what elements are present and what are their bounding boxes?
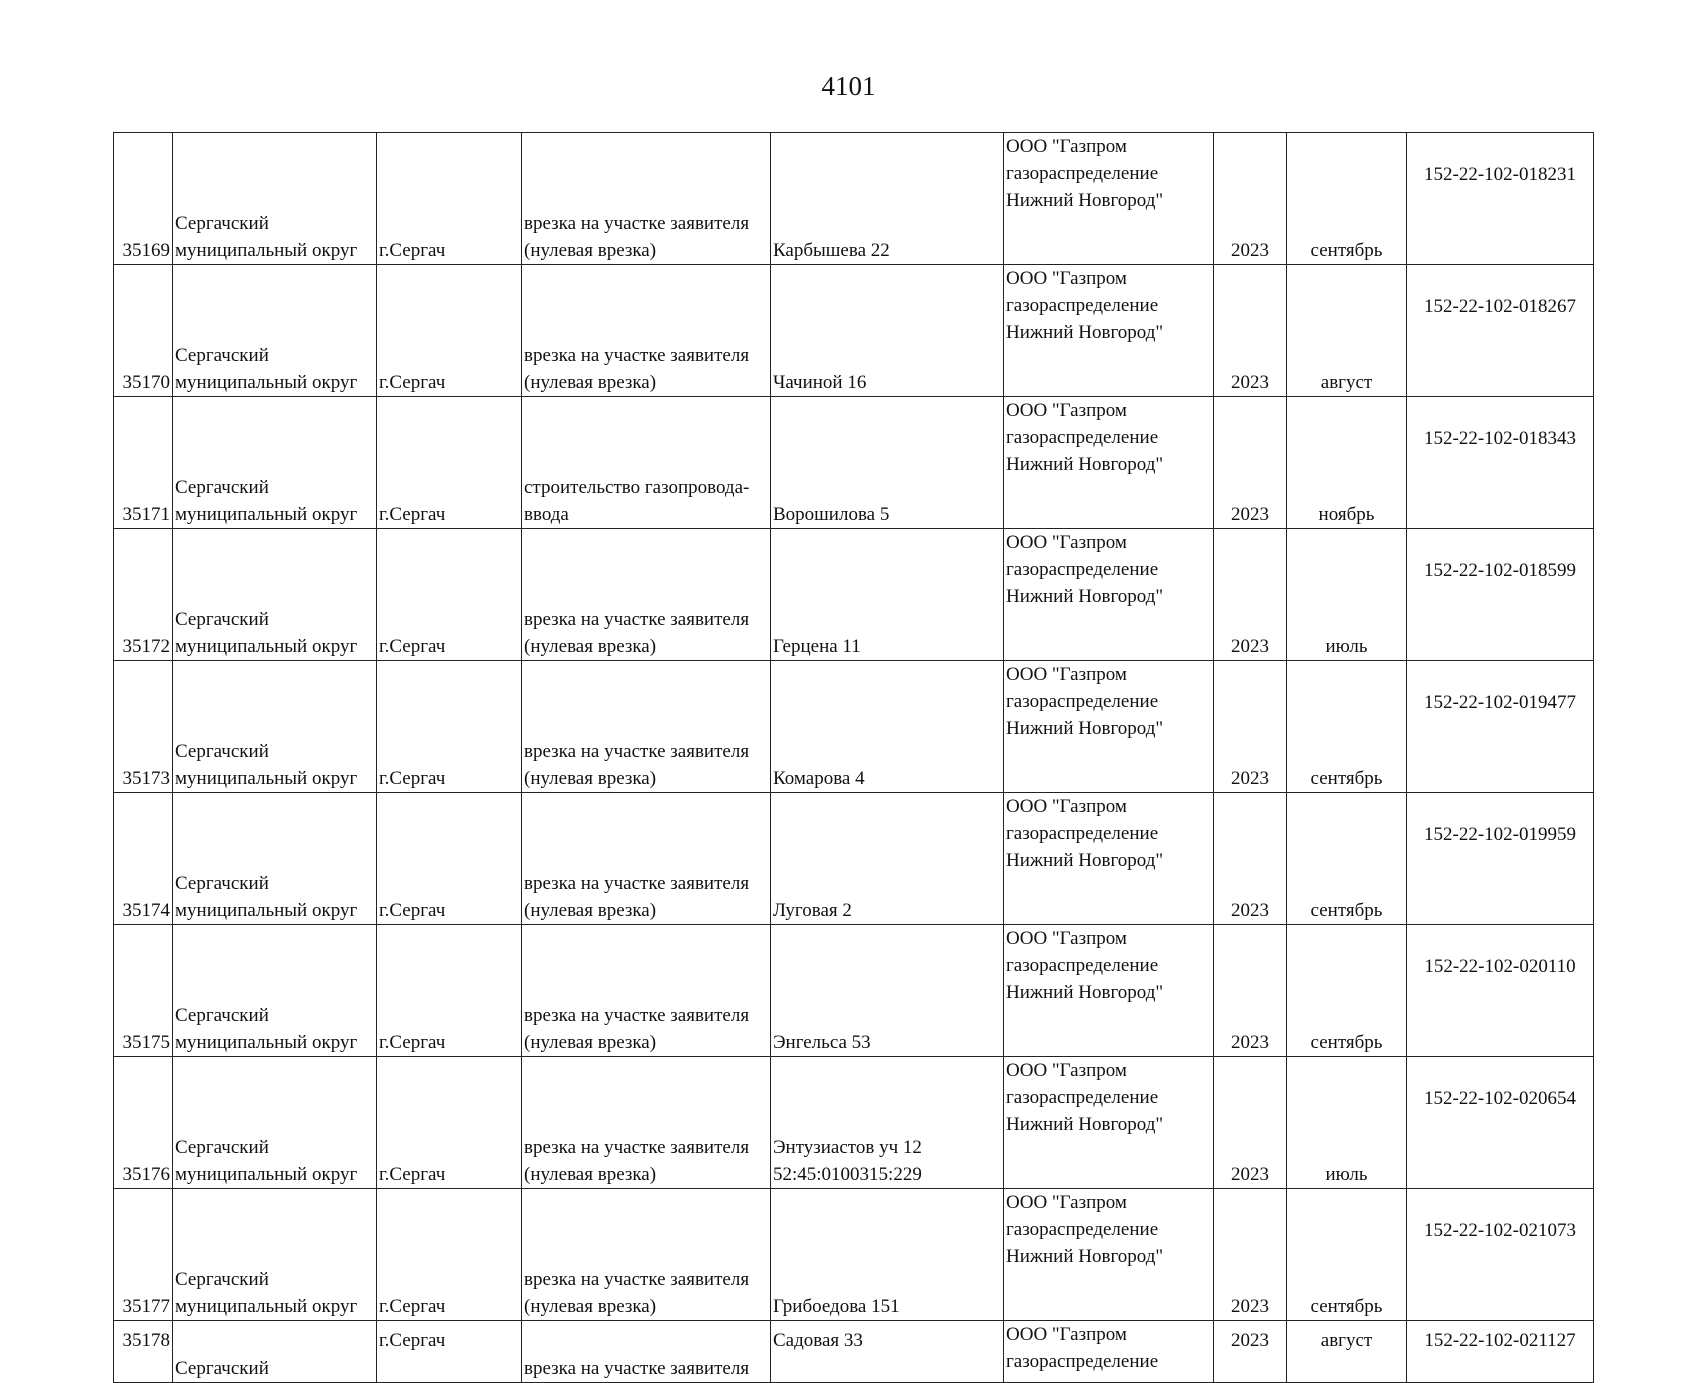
- code-cell: 152-22-102-018343: [1407, 397, 1594, 529]
- organization-cell: ООО "Газпром газораспределение Нижний Новгород": [1004, 925, 1214, 1057]
- code-cell: 152-22-102-019477: [1407, 661, 1594, 793]
- row-number: 35170: [114, 265, 173, 397]
- table-row: [114, 397, 1594, 529]
- code-cell: 152-22-102-018267: [1407, 265, 1594, 397]
- row-number: 35169: [114, 133, 173, 265]
- table-row: [114, 661, 1594, 793]
- locality-cell: г.Сергач: [377, 661, 522, 793]
- register-table: [113, 132, 1594, 1383]
- address-cell: Чачиной 16: [771, 265, 1004, 397]
- address-cell: Энгельса 53: [771, 925, 1004, 1057]
- district-cell: Сергачский муниципальный округ: [173, 1189, 377, 1321]
- district-cell: Сергачский муниципальный округ: [173, 133, 377, 265]
- month-cell: ноябрь: [1287, 397, 1407, 529]
- month-cell: август: [1287, 265, 1407, 397]
- code-cell: 152-22-102-020654: [1407, 1057, 1594, 1189]
- locality-cell: г.Сергач: [377, 793, 522, 925]
- work-type-cell: врезка на участке заявителя (нулевая врезка): [522, 661, 771, 793]
- organization-cell: ООО "Газпром газораспределение Нижний Новгород": [1004, 793, 1214, 925]
- locality-cell: г.Сергач: [377, 1189, 522, 1321]
- work-type-cell: врезка на участке заявителя (нулевая врезка): [522, 133, 771, 265]
- address-cell: Садовая 33: [771, 1321, 1004, 1383]
- table-row: [114, 529, 1594, 661]
- month-cell: август: [1287, 1321, 1407, 1383]
- year-cell: 2023: [1214, 1189, 1287, 1321]
- code-cell: 152-22-102-019959: [1407, 793, 1594, 925]
- district-cell: Сергачский муниципальный округ: [173, 265, 377, 397]
- address-cell: Грибоедова 151: [771, 1189, 1004, 1321]
- month-cell: июль: [1287, 1057, 1407, 1189]
- row-number: 35173: [114, 661, 173, 793]
- year-cell: 2023: [1214, 1057, 1287, 1189]
- month-cell: сентябрь: [1287, 925, 1407, 1057]
- table-row: [114, 1189, 1594, 1321]
- code-cell: 152-22-102-021073: [1407, 1189, 1594, 1321]
- address-cell: Комарова 4: [771, 661, 1004, 793]
- month-cell: сентябрь: [1287, 661, 1407, 793]
- year-cell: 2023: [1214, 265, 1287, 397]
- address-cell: Карбышева 22: [771, 133, 1004, 265]
- row-number: 35178: [114, 1321, 173, 1383]
- organization-cell: ООО "Газпром газораспределение Нижний Новгород": [1004, 265, 1214, 397]
- year-cell: 2023: [1214, 397, 1287, 529]
- address-cell: Луговая 2: [771, 793, 1004, 925]
- locality-cell: г.Сергач: [377, 1321, 522, 1383]
- work-type-cell: врезка на участке заявителя (нулевая врезка): [522, 529, 771, 661]
- district-cell: Сергачский муниципальный округ: [173, 1057, 377, 1189]
- year-cell: 2023: [1214, 793, 1287, 925]
- locality-cell: г.Сергач: [377, 529, 522, 661]
- organization-cell: ООО "Газпром газораспределение: [1004, 1321, 1214, 1383]
- locality-cell: г.Сергач: [377, 133, 522, 265]
- organization-cell: ООО "Газпром газораспределение Нижний Новгород": [1004, 1057, 1214, 1189]
- organization-cell: ООО "Газпром газораспределение Нижний Новгород": [1004, 133, 1214, 265]
- table-row: [114, 925, 1594, 1057]
- table-row: [114, 133, 1594, 265]
- month-cell: сентябрь: [1287, 1189, 1407, 1321]
- year-cell: 2023: [1214, 529, 1287, 661]
- table-row: [114, 1057, 1594, 1189]
- year-cell: 2023: [1214, 133, 1287, 265]
- organization-cell: ООО "Газпром газораспределение Нижний Новгород": [1004, 661, 1214, 793]
- code-cell: 152-22-102-018231: [1407, 133, 1594, 265]
- code-cell: 152-22-102-021127: [1407, 1321, 1594, 1383]
- district-cell: Сергачский муниципальный округ: [173, 397, 377, 529]
- month-cell: сентябрь: [1287, 793, 1407, 925]
- address-cell: Энтузиастов уч 12 52:45:0100315:229: [771, 1057, 1004, 1189]
- code-cell: 152-22-102-018599: [1407, 529, 1594, 661]
- work-type-cell: врезка на участке заявителя (нулевая врезка): [522, 925, 771, 1057]
- table-row: [114, 793, 1594, 925]
- month-cell: сентябрь: [1287, 133, 1407, 265]
- work-type-cell: врезка на участке заявителя (нулевая врезка): [522, 1189, 771, 1321]
- year-cell: 2023: [1214, 925, 1287, 1057]
- locality-cell: г.Сергач: [377, 925, 522, 1057]
- district-cell: Сергачский муниципальный округ: [173, 793, 377, 925]
- row-number: 35176: [114, 1057, 173, 1189]
- table-body: [114, 133, 1594, 1383]
- locality-cell: г.Сергач: [377, 397, 522, 529]
- work-type-cell: врезка на участке заявителя: [522, 1321, 771, 1383]
- month-cell: июль: [1287, 529, 1407, 661]
- district-cell: Сергачский муниципальный округ: [173, 925, 377, 1057]
- year-cell: 2023: [1214, 661, 1287, 793]
- address-cell: Ворошилова 5: [771, 397, 1004, 529]
- row-number: 35174: [114, 793, 173, 925]
- row-number: 35172: [114, 529, 173, 661]
- locality-cell: г.Сергач: [377, 265, 522, 397]
- address-cell: Герцена 11: [771, 529, 1004, 661]
- district-cell: Сергачский: [173, 1321, 377, 1383]
- table-row: [114, 265, 1594, 397]
- organization-cell: ООО "Газпром газораспределение Нижний Новгород": [1004, 1189, 1214, 1321]
- code-cell: 152-22-102-020110: [1407, 925, 1594, 1057]
- work-type-cell: строительство газопровода- ввода: [522, 397, 771, 529]
- locality-cell: г.Сергач: [377, 1057, 522, 1189]
- page-number: 4101: [821, 71, 876, 101]
- work-type-cell: врезка на участке заявителя (нулевая врезка): [522, 1057, 771, 1189]
- row-number: 35177: [114, 1189, 173, 1321]
- organization-cell: ООО "Газпром газораспределение Нижний Новгород": [1004, 397, 1214, 529]
- table-row: [114, 1321, 1594, 1383]
- district-cell: Сергачский муниципальный округ: [173, 529, 377, 661]
- organization-cell: ООО "Газпром газораспределение Нижний Новгород": [1004, 529, 1214, 661]
- year-cell: 2023: [1214, 1321, 1287, 1383]
- row-number: 35171: [114, 397, 173, 529]
- work-type-cell: врезка на участке заявителя (нулевая врезка): [522, 265, 771, 397]
- row-number: 35175: [114, 925, 173, 1057]
- district-cell: Сергачский муниципальный округ: [173, 661, 377, 793]
- work-type-cell: врезка на участке заявителя (нулевая врезка): [522, 793, 771, 925]
